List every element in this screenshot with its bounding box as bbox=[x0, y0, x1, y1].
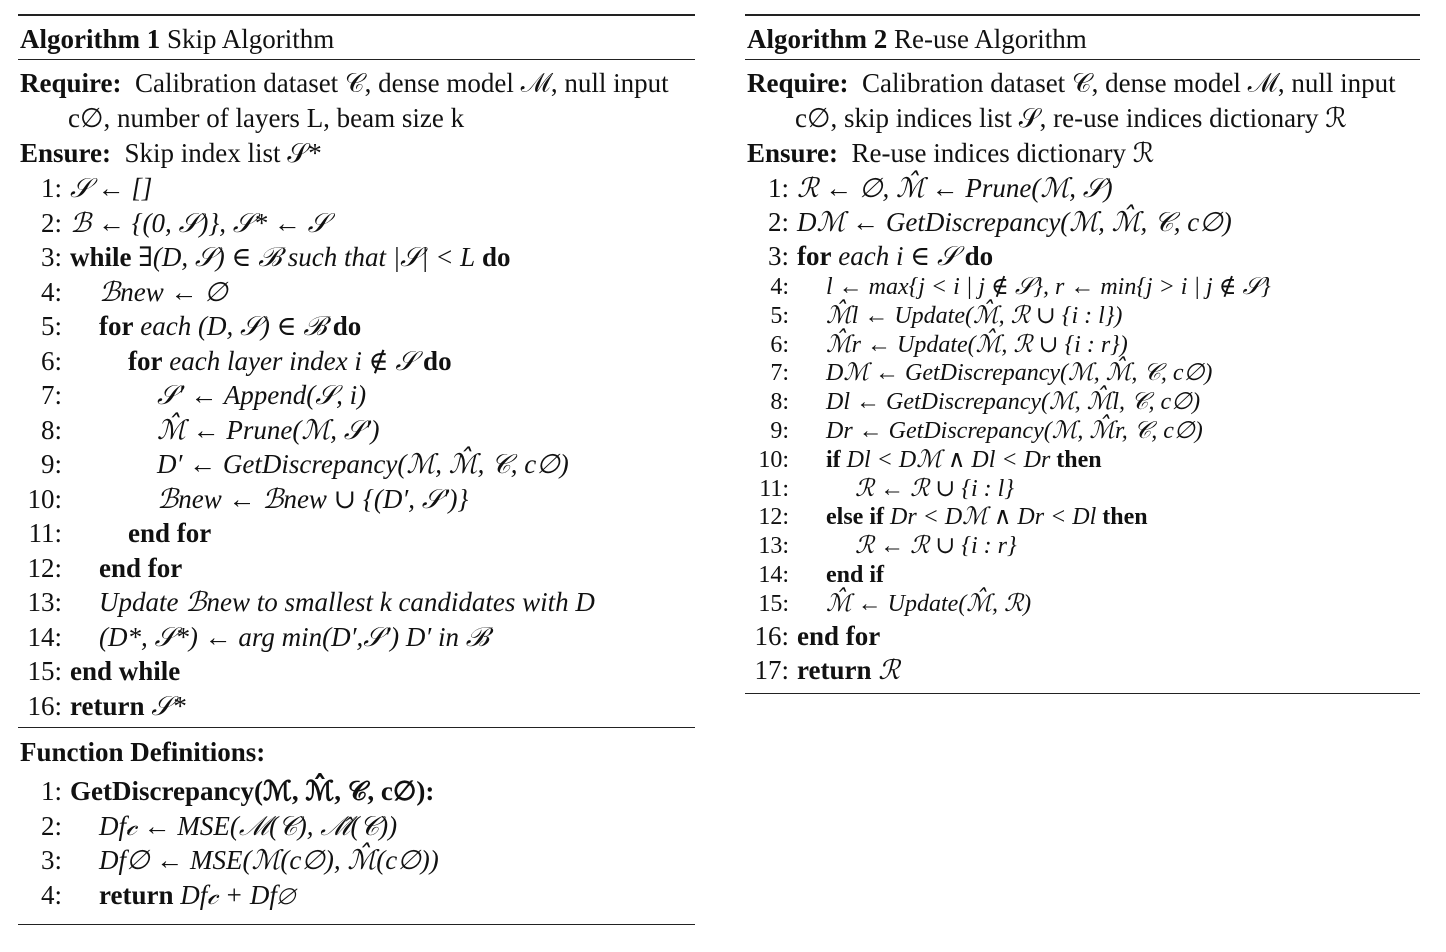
algorithm-line bbox=[745, 388, 1420, 417]
algorithm-line bbox=[18, 206, 695, 241]
line-number: 6: bbox=[40, 345, 62, 376]
line-content bbox=[789, 388, 1200, 417]
line-number: 12: bbox=[758, 504, 789, 531]
require-continuation: c∅, number of layers L, beam size k bbox=[68, 103, 465, 133]
line-number: 1: bbox=[40, 776, 62, 806]
line-content bbox=[62, 843, 439, 878]
statement: ℳ̂l ← Update(ℳ̂, ℛ ∪ {i : l}) bbox=[826, 302, 1123, 329]
statement: Df𝒸 + Df∅ bbox=[180, 879, 295, 910]
keyword: if bbox=[826, 446, 841, 473]
line-content bbox=[789, 302, 1122, 331]
keyword-end: do bbox=[423, 345, 452, 376]
statement: 𝒮* bbox=[151, 690, 186, 721]
algorithm-line bbox=[18, 516, 695, 551]
line-content bbox=[62, 482, 468, 517]
statement: Dl < Dℳ ∧ Dl < Dr bbox=[846, 446, 1051, 473]
algorithm-line bbox=[18, 171, 695, 206]
line-number: 11: bbox=[28, 518, 62, 548]
line-number: 4: bbox=[40, 276, 62, 307]
line-content bbox=[62, 585, 595, 620]
function-lines bbox=[18, 774, 695, 912]
algorithm-line bbox=[745, 619, 1420, 653]
statement: Dl ← GetDiscrepancy(ℳ, ℳ̂l, 𝒞, c∅) bbox=[826, 389, 1201, 416]
require-block bbox=[18, 60, 695, 171]
statement: each (D, 𝒮) ∈ ℬ bbox=[140, 311, 326, 341]
line-number: 7: bbox=[40, 380, 62, 410]
line-number: 2: bbox=[40, 207, 62, 238]
line-number: 6: bbox=[770, 331, 789, 358]
statement: Dℳ ← GetDiscrepancy(ℳ, ℳ̂, 𝒞, c∅) bbox=[797, 207, 1232, 237]
algorithm-line bbox=[745, 359, 1420, 388]
line-number: 13: bbox=[27, 587, 62, 617]
algorithm-line bbox=[18, 809, 695, 844]
statement: ℛ bbox=[878, 654, 900, 685]
line-number: 3: bbox=[40, 242, 62, 272]
statement: ∃(D, 𝒮) ∈ ℬ such that |𝒮| < L bbox=[138, 242, 476, 272]
statement: each layer index i ∉ 𝒮 bbox=[169, 345, 417, 376]
require-text: Calibration dataset 𝒞, dense model ℳ, null input bbox=[135, 68, 669, 98]
line-content bbox=[62, 378, 366, 413]
algorithm-2-box bbox=[745, 14, 1420, 694]
line-number: 15: bbox=[758, 590, 789, 617]
line-content bbox=[62, 878, 295, 913]
algorithm-line bbox=[745, 239, 1420, 273]
ensure-text: Re-use indices dictionary ℛ bbox=[851, 138, 1155, 168]
statement: Df∅ ← MSE(ℳ(c∅), ℳ̂(c∅)) bbox=[99, 845, 439, 875]
require-block bbox=[745, 60, 1420, 171]
algorithm-line bbox=[745, 205, 1420, 239]
algorithm-line bbox=[745, 475, 1420, 504]
keyword: end for bbox=[99, 552, 183, 583]
keyword: GetDiscrepancy(ℳ, ℳ̂, 𝒞, c∅): bbox=[70, 776, 435, 806]
bottom-rule bbox=[745, 693, 1420, 694]
algorithm-line bbox=[18, 240, 695, 275]
line-number: 15: bbox=[27, 656, 62, 686]
algorithm-title bbox=[745, 16, 1420, 59]
algorithm-line bbox=[745, 417, 1420, 446]
line-content bbox=[789, 359, 1212, 388]
line-number: 8: bbox=[40, 414, 62, 445]
line-content bbox=[62, 516, 211, 551]
keyword: end if bbox=[826, 561, 885, 588]
keyword: for bbox=[797, 241, 832, 271]
line-content bbox=[789, 417, 1203, 446]
algorithm-line bbox=[18, 413, 695, 448]
line-number: 16: bbox=[27, 690, 62, 721]
keyword-end: do bbox=[332, 311, 362, 341]
line-content bbox=[789, 503, 1148, 532]
algorithm-line bbox=[745, 532, 1420, 561]
line-number: 14: bbox=[758, 561, 789, 588]
keyword: return bbox=[99, 879, 174, 910]
require-continuation: c∅, skip indices list 𝒮, re-use indices dictionary ℛ bbox=[795, 103, 1347, 133]
line-number: 3: bbox=[40, 845, 62, 875]
statement: Dℳ ← GetDiscrepancy(ℳ, ℳ̂, 𝒞, c∅) bbox=[826, 360, 1213, 387]
keyword: return bbox=[70, 690, 145, 721]
keyword: end while bbox=[70, 656, 181, 686]
algorithm-lines bbox=[745, 171, 1420, 687]
line-content bbox=[62, 240, 510, 275]
statement: 𝒮′ ← Append(𝒮, i) bbox=[157, 380, 367, 410]
keyword: for bbox=[99, 311, 134, 341]
algorithm-line bbox=[18, 585, 695, 620]
algorithm-lines bbox=[18, 171, 695, 723]
line-number: 12: bbox=[27, 552, 62, 583]
require-text: Calibration dataset 𝒞, dense model ℳ, null input bbox=[862, 68, 1396, 98]
algorithm-label: Algorithm 2 bbox=[747, 24, 888, 54]
line-content bbox=[789, 331, 1128, 360]
line-number: 1: bbox=[40, 173, 62, 203]
statement: ℬnew ← ∅ bbox=[99, 276, 228, 307]
line-number: 10: bbox=[758, 446, 789, 473]
line-content bbox=[62, 447, 569, 482]
keyword-end: do bbox=[481, 242, 511, 272]
ensure-text: Skip index list 𝒮* bbox=[124, 138, 322, 168]
keyword: while bbox=[70, 242, 132, 272]
line-content bbox=[62, 171, 152, 206]
algorithm-line bbox=[18, 551, 695, 586]
algorithm-line bbox=[18, 689, 695, 724]
ensure-keyword: Ensure: bbox=[747, 138, 839, 168]
function-definitions-heading: Function Definitions: bbox=[20, 737, 266, 767]
algorithm-line bbox=[745, 446, 1420, 475]
line-content bbox=[62, 344, 452, 379]
line-content bbox=[62, 774, 434, 809]
algorithm-line bbox=[18, 447, 695, 482]
statement: ℳ̂ ← Prune(ℳ, 𝒮′) bbox=[157, 414, 380, 445]
algorithm-line bbox=[745, 171, 1420, 205]
keyword: else if bbox=[826, 504, 884, 531]
statement: Dr ← GetDiscrepancy(ℳ, ℳ̂r, 𝒞, c∅) bbox=[826, 417, 1203, 444]
algorithm-name: Skip Algorithm bbox=[166, 24, 335, 54]
algorithm-line bbox=[745, 331, 1420, 360]
line-content bbox=[62, 413, 380, 448]
line-content bbox=[62, 275, 228, 310]
line-content bbox=[62, 654, 180, 689]
keyword: return bbox=[797, 654, 872, 685]
algorithm-line bbox=[745, 302, 1420, 331]
line-content bbox=[789, 532, 1017, 561]
statement: ℬ ← {(0, 𝒮)}, 𝒮* ← 𝒮 bbox=[70, 207, 329, 238]
algorithm-line bbox=[18, 878, 695, 913]
algorithm-label: Algorithm 1 bbox=[20, 24, 161, 54]
algorithm-line bbox=[18, 275, 695, 310]
statement: ℛ ← ℛ ∪ {i : r} bbox=[855, 533, 1017, 560]
algorithm-line bbox=[18, 482, 695, 517]
algorithm-line bbox=[745, 590, 1420, 619]
algorithm-line bbox=[18, 774, 695, 809]
require-keyword: Require: bbox=[747, 68, 849, 98]
keyword-end: then bbox=[1056, 446, 1102, 473]
keyword: end for bbox=[797, 620, 881, 651]
line-number: 2: bbox=[40, 810, 62, 841]
algorithm-name: Re-use Algorithm bbox=[893, 24, 1087, 54]
statement: ℳ̂r ← Update(ℳ̂, ℛ ∪ {i : r}) bbox=[826, 331, 1128, 358]
keyword-end: do bbox=[964, 241, 994, 271]
line-content bbox=[789, 171, 1113, 205]
line-content bbox=[62, 689, 186, 724]
line-number: 11: bbox=[759, 475, 789, 502]
statement: l ← max{j < i | j ∉ 𝒮}, r ← min{j > i | j ∉ 𝒮} bbox=[826, 274, 1271, 300]
algorithm-line bbox=[745, 273, 1420, 302]
line-number: 17: bbox=[754, 654, 789, 685]
bottom-rule bbox=[18, 924, 695, 925]
algorithm-line bbox=[18, 654, 695, 689]
algorithm-line bbox=[18, 620, 695, 655]
line-content bbox=[62, 206, 329, 241]
algorithm-line bbox=[745, 653, 1420, 687]
line-content bbox=[789, 561, 884, 590]
algorithm-line bbox=[18, 344, 695, 379]
line-content bbox=[62, 309, 361, 344]
ensure-keyword: Ensure: bbox=[20, 138, 112, 168]
algorithm-title bbox=[18, 16, 695, 59]
statement: ℛ ← ℛ ∪ {i : l} bbox=[855, 475, 1014, 502]
line-content bbox=[62, 620, 488, 655]
line-number: 5: bbox=[770, 302, 789, 329]
line-number: 3: bbox=[767, 241, 789, 271]
keyword-end: then bbox=[1102, 504, 1148, 531]
line-content bbox=[789, 446, 1102, 475]
line-content bbox=[789, 239, 993, 273]
line-content bbox=[789, 475, 1014, 504]
statement: D′ ← GetDiscrepancy(ℳ, ℳ̂, 𝒞, c∅) bbox=[157, 449, 569, 479]
line-number: 5: bbox=[40, 311, 62, 341]
statement: each i ∈ 𝒮 bbox=[838, 241, 958, 271]
algorithm-1-box bbox=[18, 14, 695, 925]
algorithm-line bbox=[745, 503, 1420, 532]
statement: ℛ ← ∅, ℳ̂ ← Prune(ℳ, 𝒮) bbox=[797, 173, 1113, 203]
line-number: 1: bbox=[767, 173, 789, 203]
line-content bbox=[789, 273, 1271, 302]
statement: 𝒮 ← [] bbox=[70, 173, 153, 203]
line-number: 8: bbox=[770, 389, 789, 416]
line-number: 4: bbox=[770, 274, 789, 300]
require-keyword: Require: bbox=[20, 68, 122, 98]
line-number: 9: bbox=[770, 417, 789, 444]
line-number: 10: bbox=[27, 483, 62, 514]
statement: Dr < Dℳ ∧ Dr < Dl bbox=[889, 504, 1097, 531]
statement: Update ℬnew to smallest k candidates with D bbox=[99, 587, 595, 617]
algorithm-line bbox=[745, 561, 1420, 590]
keyword: for bbox=[128, 345, 163, 376]
statement: (D*, 𝒮*) ← arg min(D′,𝒮′) D′ in ℬ bbox=[99, 621, 489, 652]
line-content bbox=[789, 205, 1232, 239]
line-number: 14: bbox=[27, 621, 62, 652]
statement: Df𝒸 ← MSE(ℳ(𝒞), ℳ̂(𝒞)) bbox=[99, 810, 398, 841]
algorithm-line bbox=[18, 843, 695, 878]
keyword: end for bbox=[128, 518, 212, 548]
line-number: 7: bbox=[770, 360, 789, 387]
algorithm-line bbox=[18, 378, 695, 413]
line-number: 4: bbox=[40, 879, 62, 910]
line-content bbox=[62, 809, 397, 844]
statement: ℳ̂ ← Update(ℳ̂, ℛ) bbox=[826, 590, 1032, 617]
line-content bbox=[789, 590, 1031, 619]
line-content bbox=[62, 551, 182, 586]
line-number: 16: bbox=[754, 620, 789, 651]
statement: ℬnew ← ℬnew ∪ {(D′, 𝒮′)} bbox=[157, 483, 469, 514]
algorithm-line bbox=[18, 309, 695, 344]
line-number: 9: bbox=[40, 449, 62, 479]
line-number: 13: bbox=[758, 533, 789, 560]
line-number: 2: bbox=[767, 207, 789, 237]
line-content bbox=[789, 653, 900, 687]
line-content bbox=[789, 619, 880, 653]
